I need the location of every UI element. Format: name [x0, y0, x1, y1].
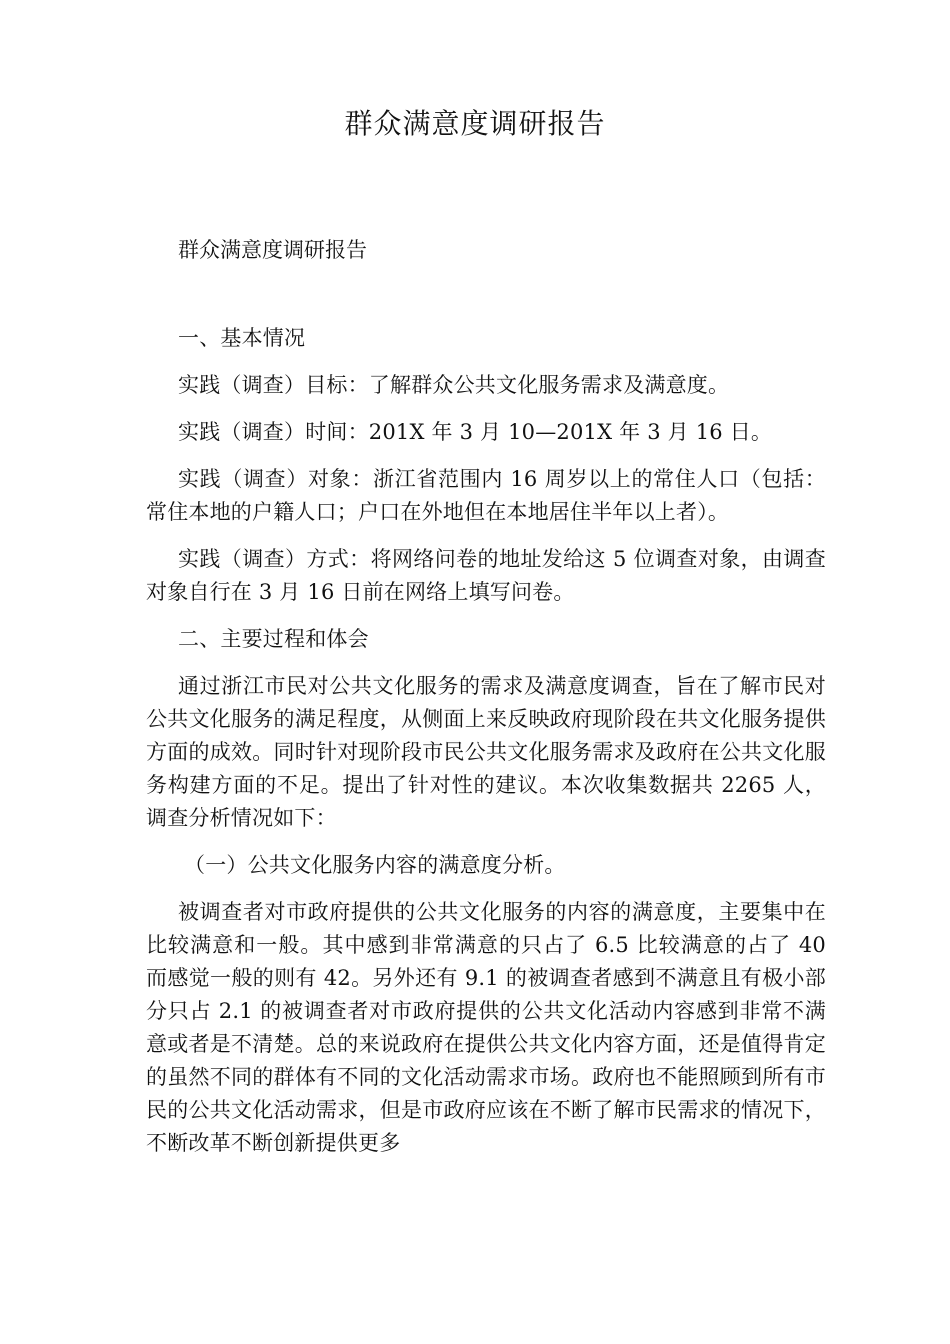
paragraph-goal: 实践（调查）目标：了解群众公共文化服务需求及满意度。	[178, 373, 730, 397]
paragraph-subject: 实践（调查）对象：浙江省范围内 16 周岁以上的常住人口（包括：常住本地的户籍人口；户口在外地但在本地居住半年以上者）。	[146, 467, 826, 524]
section-heading-basic-info: 一、基本情况	[178, 326, 306, 350]
paragraph-time: 实践（调查）时间：201X 年 3 月 10—201X 年 3 月 16 日。	[178, 420, 773, 444]
paragraph-survey-intro: 通过浙江市民对公共文化服务的需求及满意度调查，旨在了解市民对公共文化服务的满足程度，从侧面上来反映政府现阶段在共文化服务提供方面的成效。同时针对现阶段市民公共文化服务需求及政府在公共文化服务构建方面的不足。提出了针对性的建议。本次收集数据共 2265 人，调查分析情况如下：	[146, 674, 826, 830]
section-heading-process: 二、主要过程和体会	[178, 627, 369, 651]
document-body	[146, 322, 826, 1174]
paragraph-content-satisfaction: 被调查者对市政府提供的公共文化服务的内容的满意度，主要集中在比较满意和一般。其中感到非常满意的只占了 6.5 比较满意的占了 40 而感觉一般的则有 42。另外还有 9.1 的被调查者感到不满意且有极小部分只占 2.1 的被调查者对市政府提供的公共文化活动内容感到非常不满意或者是不清楚。总的来说政府在提供公共文化内容方面，还是值得肯定的虽然不同的群体有不同的文化活动需求市场。政府也不能照顾到所有市民的公共文化活动需求，但是市政府应该在不断了解市民需求的情况下，不断改革不断创新提供更多	[146, 900, 826, 1155]
document-subtitle: 群众满意度调研报告	[178, 238, 367, 262]
document-title: 群众满意度调研报告	[344, 107, 606, 140]
subsection-heading-content-satisfaction: （一）公共文化服务内容的满意度分析。	[184, 853, 566, 877]
paragraph-method: 实践（调查）方式：将网络问卷的地址发给这 5 位调查对象，由调查对象自行在 3 月 16 日前在网络上填写问卷。	[146, 547, 826, 604]
